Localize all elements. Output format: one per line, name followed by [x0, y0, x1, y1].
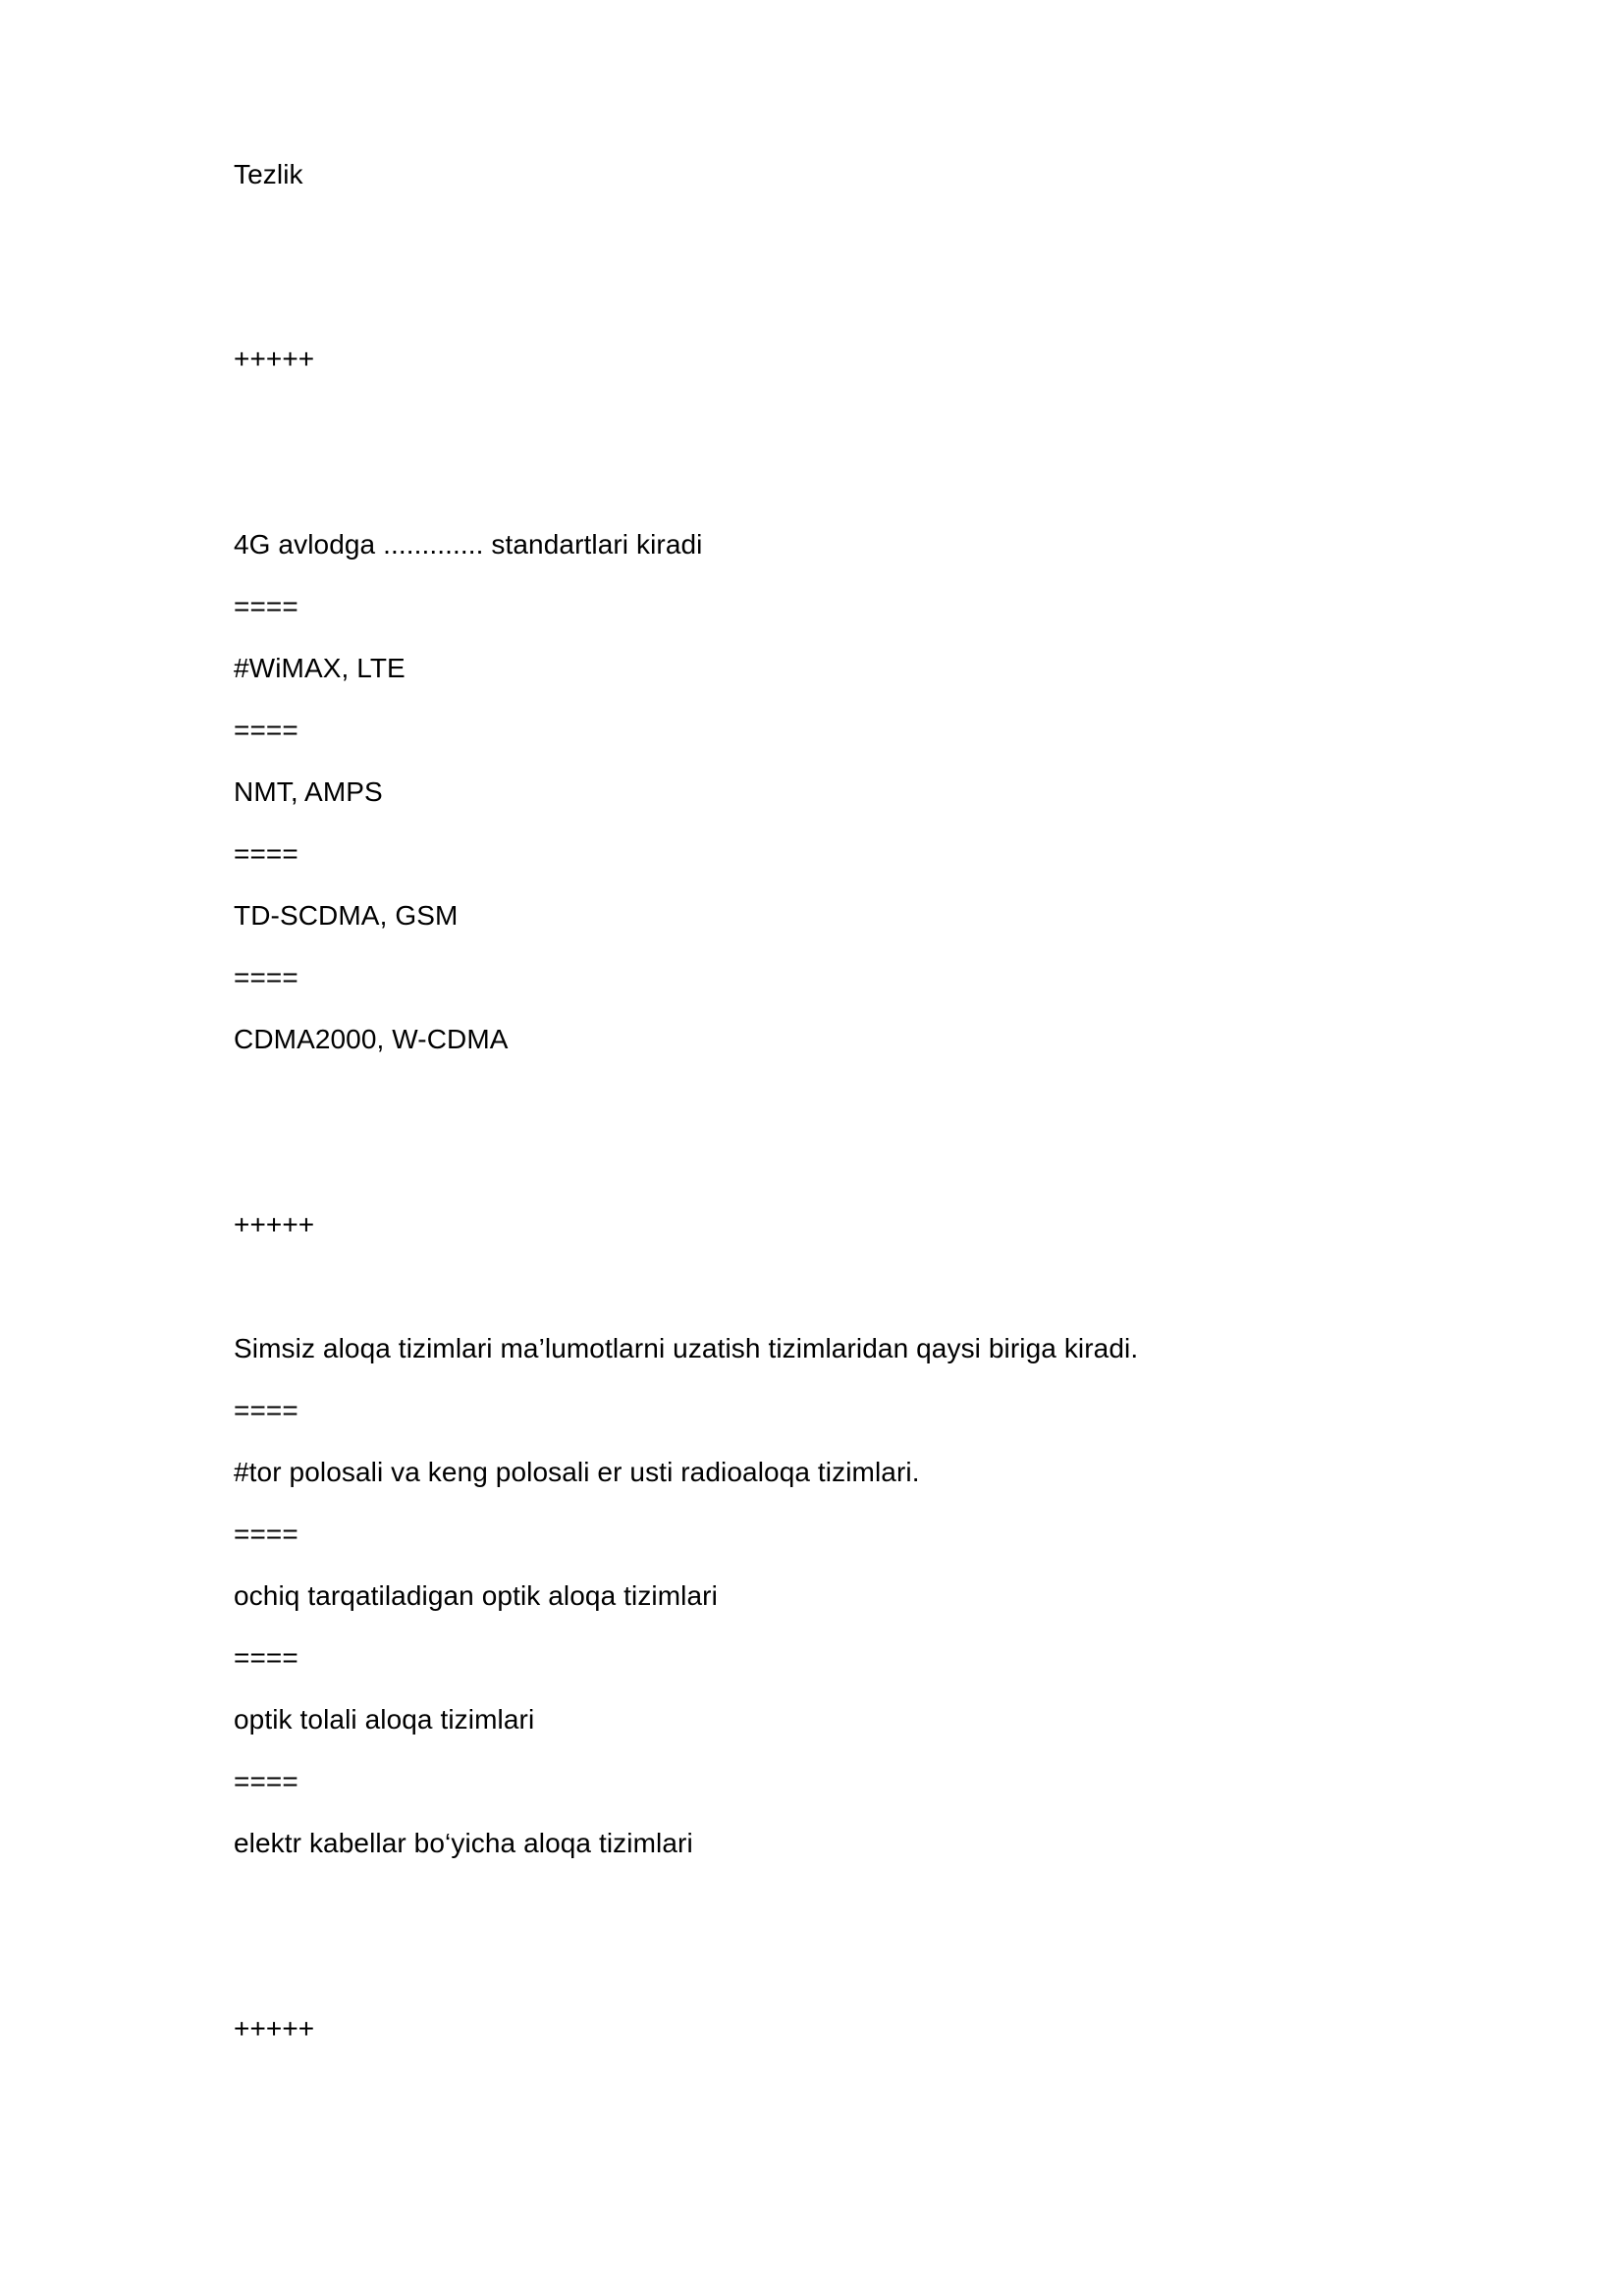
- option-separator: ====: [234, 591, 298, 621]
- option-separator: ====: [234, 838, 298, 869]
- question-separator: +++++: [234, 1209, 315, 1240]
- option-separator: ====: [234, 1642, 298, 1673]
- option-separator: ====: [234, 1395, 298, 1425]
- answer-option: ochiq tarqatiladigan optik aloqa tizimlari: [234, 1580, 718, 1611]
- question-text: Simsiz aloqa tizimlari ma’lumotlarni uzatish tizimlaridan qaysi biriga kiradi.: [234, 1333, 1139, 1363]
- option-separator: ====: [234, 715, 298, 745]
- answer-option-correct: #WiMAX, LTE: [234, 653, 406, 683]
- answer-option: TD-SCDMA, GSM: [234, 900, 459, 931]
- answer-option: CDMA2000, W-CDMA: [234, 1024, 509, 1054]
- question-separator: +++++: [234, 344, 315, 374]
- answer-option: elektr kabellar bo‘yicha aloqa tizimlari: [234, 1828, 693, 1858]
- answer-option: NMT, AMPS: [234, 776, 383, 807]
- question-text: 4G avlodga ............. standartlari kiradi: [234, 529, 703, 560]
- question-separator: +++++: [234, 2013, 315, 2044]
- option-separator: ====: [234, 962, 298, 992]
- option-separator: ====: [234, 1519, 298, 1549]
- option-separator: ====: [234, 1766, 298, 1796]
- answer-option-correct: #tor polosali va keng polosali er usti radioaloqa tizimlari.: [234, 1457, 920, 1487]
- answer-option: optik tolali aloqa tizimlari: [234, 1704, 535, 1735]
- answer-option-text: Tezlik: [234, 159, 303, 189]
